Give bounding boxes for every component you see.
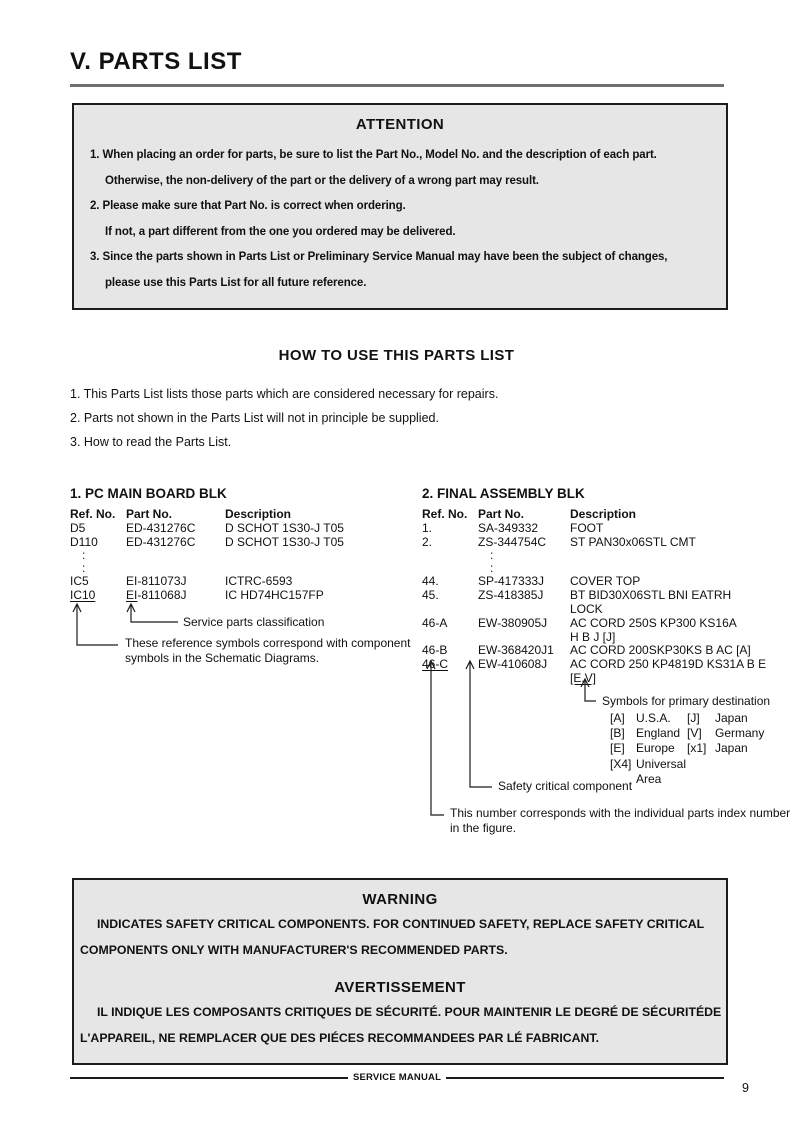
part-cell: SA-349332 — [478, 520, 539, 535]
desc-cell: ICTRC-6593 — [225, 574, 293, 589]
desc-cell: D SCHOT 1S30-J T05 — [225, 534, 344, 549]
table-row — [70, 575, 410, 589]
table-row-continuation — [422, 631, 767, 645]
attention-item-text: Otherwise, the non-delivery of the part or the delivery of a wrong part may result. — [105, 174, 539, 187]
footer-label: SERVICE MANUAL — [352, 1072, 442, 1083]
table-row — [422, 658, 767, 672]
arrow-icon — [73, 604, 81, 612]
part-cell: ZS-418385J — [478, 588, 544, 603]
howto-item: 3. How to read the Parts List. — [70, 435, 232, 449]
table-row — [422, 536, 767, 550]
column-header-ref: Ref. No. — [422, 507, 468, 521]
table-ellipsis: : : — [490, 548, 494, 576]
desc-cell: COVER TOP — [570, 574, 641, 589]
desc-cell: H B J [J] — [570, 629, 616, 644]
destination-row: [X4] Universal Area — [610, 756, 687, 786]
desc-cell: ST PAN30x06STL CMT — [570, 534, 696, 549]
attention-item-number: 1. — [90, 149, 100, 161]
desc-cell — [570, 672, 767, 686]
destination-row: [E] Europe [x1] Japan — [610, 741, 748, 756]
table-row — [70, 589, 410, 603]
howto-heading: HOW TO USE THIS PARTS LIST — [278, 347, 515, 364]
desc-cell: AC CORD 200SKP30KS B AC [A] — [570, 643, 751, 658]
attention-box — [72, 103, 728, 310]
page-title: V. PARTS LIST — [70, 48, 242, 75]
column-header-part: Part No. — [126, 507, 173, 521]
desc-cell: FOOT — [570, 520, 604, 535]
attention-item-number: 3. — [90, 251, 100, 263]
destination-symbols-cell: [E,V] — [570, 670, 597, 685]
attention-item-number: 2. — [90, 200, 100, 212]
title-rule — [70, 84, 724, 87]
arrow-icon — [127, 604, 135, 612]
ref-cell: D110 — [70, 534, 98, 549]
part-cell: ED-431276C — [126, 534, 196, 549]
table-row — [70, 522, 410, 536]
part-cell: EW-410608J — [478, 657, 548, 672]
part-cell: ZS-344754C — [478, 534, 547, 549]
attention-item-text: If not, a part different from the one you ordered may be delivered. — [105, 225, 456, 238]
footer-rule — [70, 1072, 724, 1083]
column-header-desc: Description — [225, 507, 292, 521]
part-cell: SP-417333J — [478, 574, 545, 589]
howto-item: 2. Parts not shown in the Parts List will not in principle be supplied. — [70, 411, 439, 425]
parts-table-pc-main-board — [70, 486, 410, 603]
avertissement-body: IL INDIQUE LES COMPOSANTS CRITIQUES DE SÉCURITÉ. POUR MAINTENIR LE DEGRÉ DE SÉCURITÉDE L'APPAREIL, NE REMPLACER QUE DES PIÉCES RECOMMANDEES PAR LÉ FABRICANT. — [80, 1005, 722, 1045]
attention-item-text: please use this Parts List for all future reference. — [105, 276, 367, 289]
attention-item — [90, 245, 720, 296]
page-number: 9 — [742, 1081, 749, 1095]
annotation-safety-critical: Safety critical component — [498, 779, 633, 793]
destination-row: [B] England [V] Germany — [610, 726, 765, 741]
annotation-reference-symbols: These reference symbols correspond with component symbols in the Schematic Diagrams. — [125, 636, 411, 665]
column-header-desc: Description — [570, 507, 637, 521]
ref-cell: D5 — [70, 520, 86, 535]
ref-cell: 1. — [422, 520, 433, 535]
part-cell: EI-811068J — [126, 588, 187, 603]
ref-cell: 46-B — [422, 643, 448, 658]
parts-table-final-assembly — [422, 486, 767, 686]
desc-cell: AC CORD 250S KP300 KS16A — [570, 615, 737, 630]
warning-body: INDICATES SAFETY CRITICAL COMPONENTS. FOR CONTINUED SAFETY, REPLACE SAFETY CRITICAL COMPONENTS ONLY WITH MANUFACTURER'S RECOMMENDED PARTS. — [80, 917, 705, 957]
annotation-index-number: This number corresponds with the individual parts index number in the figure. — [450, 806, 791, 835]
attention-list — [90, 143, 720, 296]
desc-cell: IC HD74HC157FP — [225, 588, 324, 603]
column-header-ref: Ref. No. — [70, 507, 116, 521]
annotation-service-classification: Service parts classification — [183, 615, 325, 629]
ref-cell: 46-A — [422, 615, 448, 630]
attention-item-text: Please make sure that Part No. is correct when ordering. — [102, 200, 406, 212]
table-row — [422, 522, 767, 536]
table-title: 1. PC MAIN BOARD BLK — [70, 486, 227, 501]
column-header-part: Part No. — [478, 507, 525, 521]
warning-box — [72, 878, 728, 1065]
part-cell: EW-380905J — [478, 615, 548, 630]
part-cell: EW-368420J1 — [478, 643, 554, 658]
table-title: 2. FINAL ASSEMBLY BLK — [422, 486, 585, 501]
table-row — [422, 575, 767, 589]
part-cell: ED-431276C — [126, 520, 196, 535]
ref-cell: 44. — [422, 574, 439, 589]
table-row — [422, 644, 767, 658]
warning-heading: WARNING — [362, 891, 438, 908]
ref-cell: IC5 — [70, 574, 89, 589]
attention-item-text: When placing an order for parts, be sure to list the Part No., Model No. and the description of each part. — [102, 149, 657, 161]
table-header-row — [70, 508, 410, 522]
howto-item: 1. This Parts List lists those parts which are considered necessary for repairs. — [70, 387, 499, 401]
avertissement-heading: AVERTISSEMENT — [334, 979, 466, 996]
ref-cell: 2. — [422, 534, 433, 549]
attention-item — [90, 194, 720, 245]
table-row — [422, 589, 767, 617]
ref-cell: IC10 — [70, 588, 96, 603]
table-row — [422, 617, 767, 631]
destination-list — [610, 711, 764, 787]
table-row — [70, 536, 410, 550]
desc-cell: D SCHOT 1S30-J T05 — [225, 520, 344, 535]
desc-cell: AC CORD 250 KP4819D KS31A B E — [570, 657, 767, 672]
table-row-continuation — [422, 672, 767, 686]
table-header-row — [422, 508, 767, 522]
howto-list — [70, 382, 498, 454]
destination-row: [A] U.S.A. [J] Japan — [610, 711, 748, 725]
attention-item — [90, 143, 720, 194]
ref-cell: 46-C — [422, 657, 449, 672]
service-class-code: EI — [126, 588, 138, 603]
desc-cell: BT BID30X06STL BNI EATRH LOCK — [570, 588, 732, 616]
part-cell: EI-811073J — [126, 574, 187, 589]
attention-heading: ATTENTION — [355, 116, 445, 133]
annotation-symbols-heading: Symbols for primary destination — [602, 694, 771, 708]
attention-item-text: Since the parts shown in Parts List or Preliminary Service Manual may have been the subject of changes, — [102, 251, 668, 263]
ref-cell: 45. — [422, 588, 439, 603]
table-ellipsis: : : — [82, 548, 86, 576]
